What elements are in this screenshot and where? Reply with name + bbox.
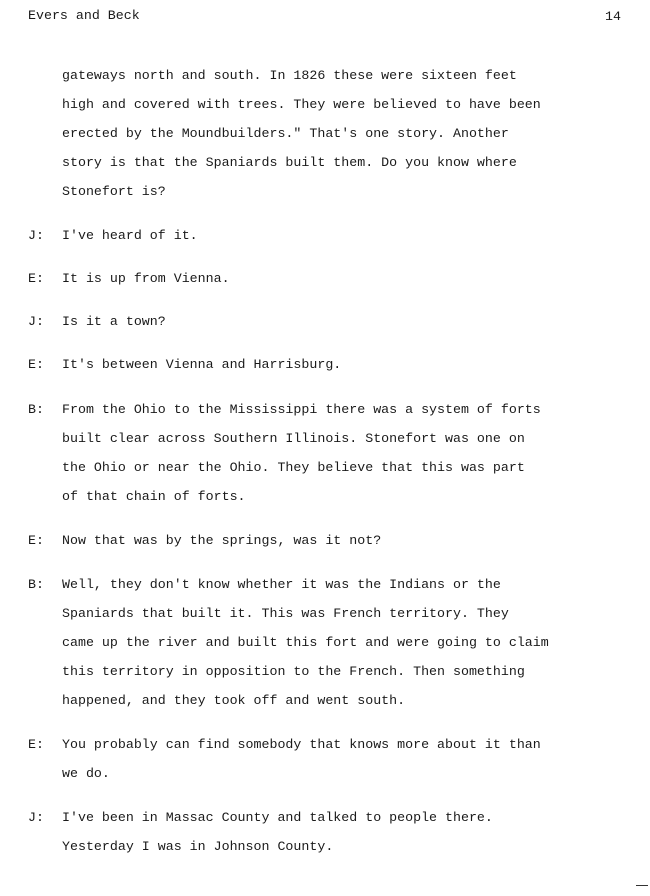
dialogue-line: the Ohio or near the Ohio. They believe that this was part [62, 460, 525, 475]
continuation-line: high and covered with trees. They were believed to have been [62, 97, 541, 112]
speaker-label: B: [28, 402, 44, 417]
dialogue-line: happened, and they took off and went south. [62, 693, 406, 708]
speaker-label: E: [28, 271, 44, 286]
dialogue-line: came up the river and built this fort and were going to claim [62, 635, 549, 650]
dialogue-line: we do. [62, 766, 110, 781]
speaker-label: J: [28, 810, 44, 825]
page-number: 14 [605, 9, 621, 24]
dialogue-line: I've heard of it. [62, 228, 198, 243]
dialogue-line: From the Ohio to the Mississippi there was a system of forts [62, 402, 541, 417]
dialogue-line: of that chain of forts. [62, 489, 246, 504]
dialogue-line: this territory in opposition to the French. Then something [62, 664, 525, 679]
speaker-label: E: [28, 533, 44, 548]
scan-edge-mark [636, 885, 648, 886]
dialogue-line: I've been in Massac County and talked to people there. [62, 810, 493, 825]
dialogue-line: It is up from Vienna. [62, 271, 230, 286]
dialogue-line: built clear across Southern Illinois. Stonefort was one on [62, 431, 525, 446]
dialogue-line: Well, they don't know whether it was the Indians or the [62, 577, 501, 592]
speaker-label: E: [28, 357, 44, 372]
speaker-label: J: [28, 228, 44, 243]
continuation-line: gateways north and south. In 1826 these were sixteen feet [62, 68, 517, 83]
dialogue-line: Yesterday I was in Johnson County. [62, 839, 334, 854]
dialogue-line: Spaniards that built it. This was French territory. They [62, 606, 509, 621]
speaker-label: J: [28, 314, 44, 329]
dialogue-line: You probably can find somebody that knows more about it than [62, 737, 541, 752]
dialogue-line: It's between Vienna and Harrisburg. [62, 357, 342, 372]
running-header-authors: Evers and Beck [28, 8, 140, 23]
continuation-line: story is that the Spaniards built them. Do you know where [62, 155, 517, 170]
speaker-label: B: [28, 577, 44, 592]
dialogue-line: Is it a town? [62, 314, 166, 329]
continuation-line: Stonefort is? [62, 184, 166, 199]
continuation-line: erected by the Moundbuilders." That's one story. Another [62, 126, 509, 141]
speaker-label: E: [28, 737, 44, 752]
dialogue-line: Now that was by the springs, was it not? [62, 533, 382, 548]
